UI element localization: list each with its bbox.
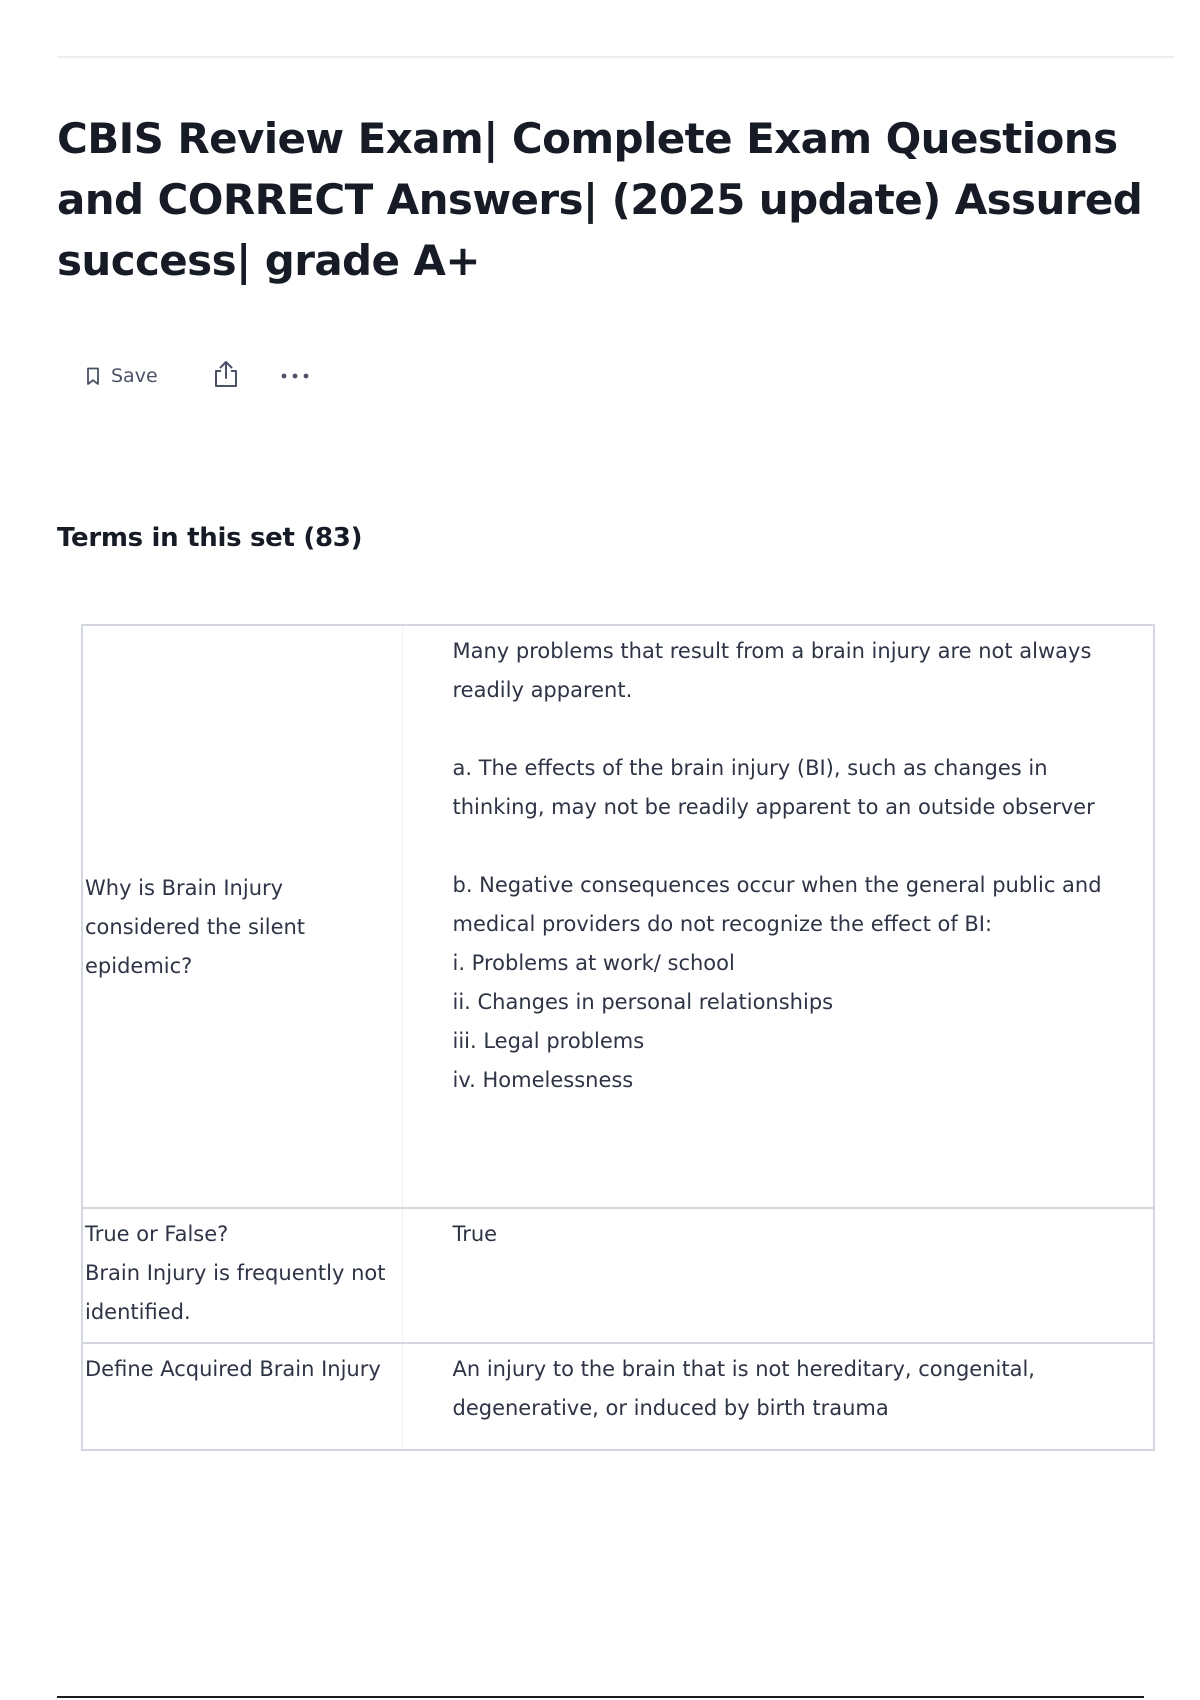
definition-text: An injury to the brain that is not hereditary, congenital, degenerative, or induced by birth trauma: [452, 1357, 1042, 1420]
term-text: Why is Brain Injury considered the silent epidemic?: [85, 876, 312, 978]
more-options-icon: [280, 367, 310, 385]
save-label: Save: [111, 365, 158, 387]
term-cell: [82, 625, 402, 1208]
share-button[interactable]: [212, 356, 240, 396]
term-row: [82, 625, 1154, 1208]
definition-cell: [402, 1343, 1154, 1450]
definition-cell: [402, 1208, 1154, 1343]
definition-text: Many problems that result from a brain injury are not always readily apparent. a. The effects of the brain injury (BI), such as changes in thinking, may not be readily apparent to an outside observer b. Negative consequences occur when the general public and medical providers do not recognize the effect of BI: i. Problems at work/ school ii. Changes in personal relationships iii. Legal problems iv. Homelessness: [452, 639, 1102, 1092]
bookmark-icon: [86, 367, 100, 386]
term-cell: [82, 1343, 402, 1450]
more-options-button[interactable]: [280, 356, 310, 396]
term-row: [82, 1343, 1154, 1450]
bottom-divider: [57, 1696, 1144, 1698]
definition-cell: [402, 625, 1154, 1208]
term-cell: [82, 1208, 402, 1343]
share-icon: [212, 359, 240, 394]
definition-text: True: [452, 1222, 498, 1246]
save-button[interactable]: [86, 356, 158, 396]
set-toolbar: [86, 356, 310, 396]
term-text: True or False? Brain Injury is frequently not identified.: [85, 1222, 386, 1324]
term-text: Define Acquired Brain Injury: [85, 1357, 381, 1381]
terms-table: [81, 624, 1155, 1451]
top-divider: [57, 56, 1174, 58]
term-row: [82, 1208, 1154, 1343]
terms-heading: Terms in this set (83): [57, 523, 363, 553]
page-title: CBIS Review Exam| Complete Exam Questions and CORRECT Answers| (2025 update) Assured success| grade A+: [57, 114, 1143, 285]
